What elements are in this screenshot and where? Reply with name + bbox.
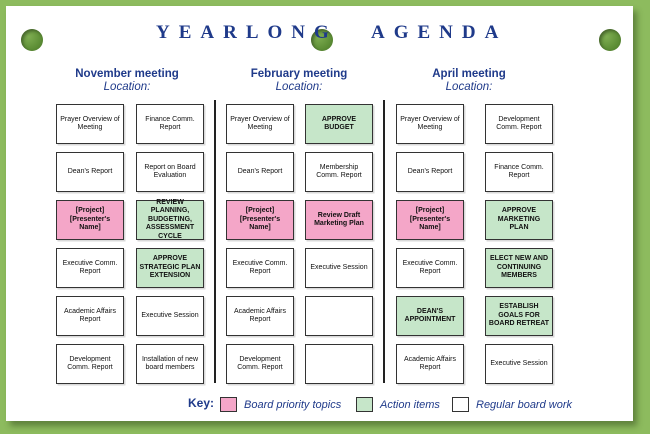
agenda-item: Review Draft Marketing Plan: [305, 200, 373, 240]
meeting-location: Location:: [103, 81, 151, 93]
agenda-item: Executive Comm. Report: [396, 248, 464, 288]
agenda-item: Development Comm. Report: [56, 344, 124, 384]
meeting-title: February meeting: [250, 68, 348, 80]
regular-swatch: [452, 397, 469, 412]
agenda-item: APPROVE MARKETING PLAN: [485, 200, 553, 240]
agenda-item: Finance Comm. Report: [136, 104, 204, 144]
agenda-item: Prayer Overview of Meeting: [396, 104, 464, 144]
agenda-item: APPROVE BUDGET: [305, 104, 373, 144]
agenda-item: Development Comm. Report: [226, 344, 294, 384]
binder-hole-1: [21, 29, 43, 51]
agenda-item: Executive Session: [485, 344, 553, 384]
agenda-item: Development Comm. Report: [485, 104, 553, 144]
agenda-item: Membership Comm. Report: [305, 152, 373, 192]
agenda-item: REVIEW PLANNING, BUDGETING, ASSESSMENT CYCLE: [136, 200, 204, 240]
binder-hole-3: [599, 29, 621, 51]
agenda-item: Academic Affairs Report: [56, 296, 124, 336]
agenda-item: [Project] [Presenter's Name]: [226, 200, 294, 240]
agenda-item: Academic Affairs Report: [396, 344, 464, 384]
agenda-item: DEAN'S APPOINTMENT: [396, 296, 464, 336]
column-header-april: [384, 68, 554, 93]
agenda-item: Executive Comm. Report: [226, 248, 294, 288]
key-regular: [452, 397, 572, 412]
title-agenda: AGENDA: [371, 22, 508, 43]
agenda-item: Installation of new board members: [136, 344, 204, 384]
agenda-item: Dean's Report: [226, 152, 294, 192]
agenda-item: Dean's Report: [396, 152, 464, 192]
column-header-february: [214, 68, 384, 93]
meeting-location: Location:: [445, 81, 493, 93]
column-divider-2: [383, 100, 385, 383]
key-regular-text: Regular board work: [476, 398, 572, 411]
key-priority-text: Board priority topics: [244, 398, 342, 411]
title-yearlong: YEARLONG: [156, 22, 338, 43]
agenda-item: Executive Comm. Report: [56, 248, 124, 288]
agenda-item-empty: [305, 296, 373, 336]
agenda-item: [Project] [Presenter's Name]: [396, 200, 464, 240]
key-label: Key:: [188, 396, 215, 410]
priority-swatch: [220, 397, 237, 412]
agenda-item: Executive Session: [136, 296, 204, 336]
meeting-title: April meeting: [432, 68, 506, 80]
agenda-item: APPROVE STRATEGIC PLAN EXTENSION: [136, 248, 204, 288]
agenda-item-empty: [305, 344, 373, 384]
agenda-item: Prayer Overview of Meeting: [226, 104, 294, 144]
agenda-item: Dean's Report: [56, 152, 124, 192]
meeting-title: November meeting: [75, 68, 179, 80]
key-priority: [220, 397, 341, 412]
agenda-item: ESTABLISH GOALS FOR BOARD RETREAT: [485, 296, 553, 336]
agenda-item: Executive Session: [305, 248, 373, 288]
column-header-november: [42, 68, 212, 93]
column-divider-1: [214, 100, 216, 383]
agenda-item: ELECT NEW AND CONTINUING MEMBERS: [485, 248, 553, 288]
meeting-location: Location:: [275, 81, 323, 93]
key-action: [356, 397, 440, 412]
agenda-item: Report on Board Evaluation: [136, 152, 204, 192]
agenda-item: Prayer Overview of Meeting: [56, 104, 124, 144]
key-action-text: Action items: [380, 398, 440, 411]
agenda-item: [Project] [Presenter's Name]: [56, 200, 124, 240]
agenda-item: Finance Comm. Report: [485, 152, 553, 192]
action-swatch: [356, 397, 373, 412]
agenda-item: Academic Affairs Report: [226, 296, 294, 336]
